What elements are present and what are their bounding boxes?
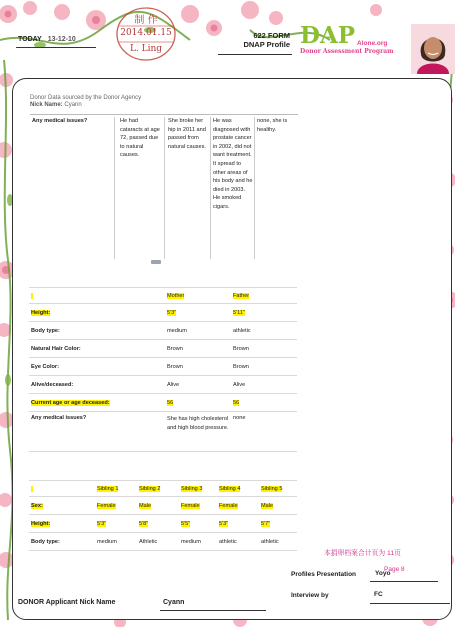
- table-cell: [179, 515, 217, 533]
- parents-table: [29, 287, 297, 452]
- table-cell: [165, 304, 231, 322]
- donor-nickname-label: DONOR Applicant Nick Name: [18, 599, 116, 606]
- today-underline: [16, 47, 96, 48]
- today-date: 13-12-10: [47, 36, 76, 43]
- cell-value: 5'3": [167, 309, 177, 316]
- interview-underline: [370, 603, 450, 604]
- siblings-table: [29, 480, 297, 551]
- medical-question: Any medical issues?: [32, 118, 88, 124]
- cell-value: Male: [261, 502, 274, 509]
- row-label: Natural Hair Color:: [29, 340, 165, 358]
- header-sibling: Sibling 1: [97, 485, 119, 492]
- profiles-underline: [370, 581, 438, 582]
- cell-value: 5'3": [97, 520, 107, 527]
- portrait-photo: [411, 24, 455, 74]
- table-cell: [231, 394, 297, 412]
- interview-value: FC: [374, 591, 383, 598]
- row-label: Sex:: [31, 502, 43, 509]
- table-row: [29, 376, 297, 394]
- cell-value: 56: [167, 399, 174, 406]
- row-label: Current age or age deceased:: [31, 399, 110, 406]
- table-cell: [217, 497, 259, 515]
- cell-value: athletic: [217, 533, 259, 551]
- table-cell: [137, 515, 179, 533]
- header-mother: Mother: [167, 292, 185, 299]
- cell-value: Alive: [165, 376, 231, 394]
- stamp-signature: L. Ling: [129, 44, 163, 54]
- table-row: [29, 394, 297, 412]
- table-label-cell: [29, 497, 95, 515]
- row-label: Height:: [31, 309, 51, 316]
- row-label: Body type:: [29, 322, 165, 340]
- cell-value: 56: [233, 399, 240, 406]
- form-title-block: [224, 31, 290, 49]
- total-pages-note: 本捐卵档案合计页为 11页: [324, 550, 401, 557]
- row-label: Height:: [31, 520, 51, 527]
- cell-value: athletic: [259, 533, 297, 551]
- table-cell: [29, 288, 165, 304]
- table-header-cell: [95, 481, 137, 497]
- row-label: Eye Color:: [29, 358, 165, 376]
- table-cell: [259, 515, 297, 533]
- cell-value: Female: [219, 502, 238, 509]
- table-row: [29, 304, 297, 322]
- interview-label: Interview by: [291, 592, 329, 599]
- form-subtitle: DNAP Profile: [243, 40, 290, 49]
- table-label-cell: [29, 515, 95, 533]
- cell-value: Brown: [165, 340, 231, 358]
- cell-value: 5'7": [261, 520, 271, 527]
- header-father: Father: [233, 292, 250, 299]
- source-line: Donor Data sourced by the Donor Agency: [30, 95, 142, 101]
- cell-value: Female: [181, 502, 200, 509]
- table-header-cell: [137, 481, 179, 497]
- page-number: Page 8: [384, 566, 405, 573]
- table-cell: [259, 497, 297, 515]
- medical-answer: none, she is healthy.: [257, 118, 288, 133]
- table-header-cell: [259, 481, 297, 497]
- cell-value: Female: [97, 502, 116, 509]
- cell-value: none: [231, 412, 297, 452]
- table-cell: [137, 497, 179, 515]
- cell-value: Alive: [231, 376, 297, 394]
- today-label: TODAY 13-12-10: [18, 36, 76, 43]
- dap-logo: DAP: [300, 22, 356, 49]
- medical-snippet: [30, 95, 298, 263]
- row-label: Any medical issues?: [29, 412, 165, 452]
- table-cell: [95, 497, 137, 515]
- table-row: [29, 497, 297, 515]
- table-cell-highlight: [31, 293, 33, 299]
- table-cell: [29, 481, 95, 497]
- stamp-date: 2014.01.15: [120, 28, 172, 38]
- cell-value: medium: [165, 322, 231, 340]
- table-label-cell: [29, 394, 165, 412]
- cell-value: 5'8": [139, 520, 149, 527]
- medical-answer: He was diagnosed with prostate cancer in 2002, did not want treatment. It spread to other areas of his body and he died in 2003. He smoked cigars.: [213, 118, 253, 210]
- table-row: [29, 533, 297, 551]
- snippet-divider: [30, 114, 298, 115]
- table-cell: [95, 515, 137, 533]
- table-label-cell: [29, 304, 165, 322]
- table-row: [29, 288, 297, 304]
- cell-value: Male: [139, 502, 152, 509]
- cell-value: Brown: [231, 340, 297, 358]
- medical-answer: He had cataracts at age 72, passed due to natural causes.: [120, 118, 160, 159]
- table-cell: [179, 497, 217, 515]
- row-label: Body type:: [29, 533, 95, 551]
- table-cell-highlight: [31, 486, 33, 492]
- form-underline: [218, 54, 292, 55]
- medical-answer: She broke her hip in 2011 and passed from natural causes.: [168, 118, 206, 150]
- dap-logo-subtitle: Donor Assessment Program: [300, 48, 394, 55]
- nick-label: Nick Name:: [30, 102, 63, 108]
- table-header-cell: [165, 288, 231, 304]
- table-row: [29, 412, 297, 452]
- medical-row: [30, 117, 298, 259]
- stamp-top-text: 制 作: [134, 15, 158, 26]
- cell-value: She has high cholesterol and high blood pressure.: [165, 412, 231, 452]
- cell-value: 5'11": [233, 309, 245, 316]
- cell-value: medium: [95, 533, 137, 551]
- table-header-cell: [179, 481, 217, 497]
- table-cell: [217, 515, 259, 533]
- approval-stamp: [114, 6, 178, 62]
- cell-value: Brown: [165, 358, 231, 376]
- table-cell: [165, 394, 231, 412]
- header-sibling: Sibling 5: [261, 485, 283, 492]
- dap-logo-domain: Alone.org: [357, 40, 388, 47]
- donor-nickname-underline: [160, 610, 266, 611]
- row-label: Alive/deceased:: [29, 376, 165, 394]
- table-row: [29, 358, 297, 376]
- nick-value: Cyann: [64, 102, 82, 108]
- table-cell: [231, 304, 297, 322]
- table-row: [29, 481, 297, 497]
- cell-value: medium: [179, 533, 217, 551]
- cell-value: 5'3": [219, 520, 229, 527]
- table-row: [29, 340, 297, 358]
- donor-nickname-value: Cyann: [163, 599, 185, 606]
- profiles-presentation-label: Profiles Presentation: [291, 571, 357, 578]
- nick-line: [30, 102, 298, 108]
- table-header-cell: [217, 481, 259, 497]
- cell-value: Athletic: [137, 533, 179, 551]
- cell-value: Brown: [231, 358, 297, 376]
- header-sibling: Sibling 3: [181, 485, 203, 492]
- cell-value: 5'5": [181, 520, 191, 527]
- table-header-cell: [231, 288, 297, 304]
- header-sibling: Sibling 2: [139, 485, 161, 492]
- table-row: [29, 322, 297, 340]
- cell-value: athletic: [231, 322, 297, 340]
- profiles-presentation-value: Yoyo: [375, 570, 391, 577]
- header-sibling: Sibling 4: [219, 485, 241, 492]
- form-title: 622 FORM: [253, 31, 290, 40]
- page-break-handle[interactable]: [151, 260, 161, 264]
- table-row: [29, 515, 297, 533]
